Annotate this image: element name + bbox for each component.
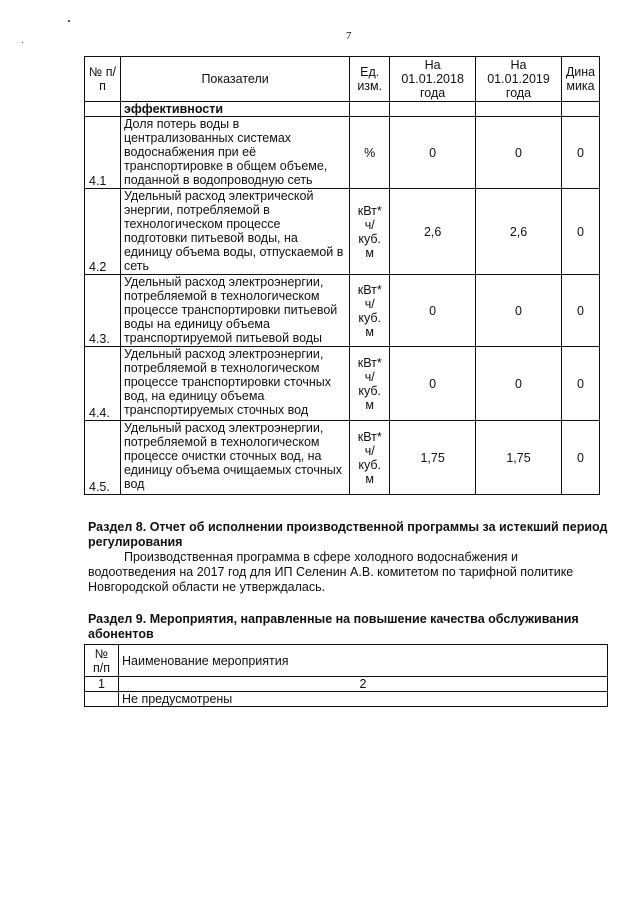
table-header-row <box>85 57 600 102</box>
row-value-2018: 0 <box>390 117 476 189</box>
row-num: 4.5. <box>85 421 121 495</box>
row-value-2019: 1,75 <box>476 421 562 495</box>
section-8 <box>88 520 608 595</box>
row-dynamics: 0 <box>561 347 599 421</box>
col-header-indicator: Показатели <box>120 57 349 102</box>
row-value-2019: 0 <box>476 347 562 421</box>
col-header-num: № п/п <box>85 57 121 102</box>
measures-table <box>84 644 608 707</box>
row-value-2018: 0 <box>390 347 476 421</box>
section-9-title: Раздел 9. Мероприятия, направленные на повышение качества обслуживания абонентов <box>88 612 579 641</box>
table-row <box>85 189 600 275</box>
row-num: 4.1 <box>85 117 121 189</box>
row-measure: Не предусмотрены <box>119 692 608 707</box>
section-9 <box>88 612 608 642</box>
row-dynamics: 0 <box>561 189 599 275</box>
row-dynamics: 0 <box>561 275 599 347</box>
table-row <box>85 117 600 189</box>
row-unit: кВт* ч/ куб. м <box>350 421 390 495</box>
table-row <box>85 347 600 421</box>
row-indicator: Удельный расход электроэнергии, потребляемой в технологическом процессе транспортировки питьевой воды на единицу объема транспортируемой питьевой воды <box>120 275 349 347</box>
row-unit: кВт* ч/ куб. м <box>350 189 390 275</box>
row-indicator: Удельный расход электроэнергии, потребляемой в технологическом процессе транспортировки сточных вод, на единицу объема транспортируемых сточных вод <box>120 347 349 421</box>
table-row <box>85 692 608 707</box>
row-unit: кВт* ч/ куб. м <box>350 347 390 421</box>
row-indicator: Удельный расход электроэнергии, потребляемой в технологическом процессе очистки сточных вод, на единицу объема очищаемых сточных вод <box>120 421 349 495</box>
row-value-2018: 1,75 <box>390 421 476 495</box>
row-unit: кВт* ч/ куб. м <box>350 275 390 347</box>
section-8-title: Раздел 8. Отчет об исполнении производственной программы за истекший период регулирования <box>88 520 608 549</box>
row-num: 4.2 <box>85 189 121 275</box>
subheader-row <box>85 102 600 117</box>
col-header-num: № п/п <box>85 645 119 677</box>
scan-speck <box>22 42 23 43</box>
row-num: 4.4. <box>85 347 121 421</box>
col-header-dynamics: Дина мика <box>561 57 599 102</box>
scan-speck <box>68 20 70 22</box>
row-indicator: Доля потерь воды в централизованных системах водоснабжения при её транспортировке в общем объеме, поданной в водопроводную сеть <box>120 117 349 189</box>
section-8-text: Производственная программа в сфере холодного водоснабжения и водоотведения на 2017 год для ИП Селенин А.В. комитетом по тарифной политике Новгородской области не утверждалась. <box>88 550 574 594</box>
table-row <box>85 677 608 692</box>
page-number: 7 <box>346 30 352 42</box>
table-row <box>85 275 600 347</box>
row-value-2018: 0 <box>390 275 476 347</box>
row-unit: % <box>350 117 390 189</box>
col-header-2019: На 01.01.2019 года <box>476 57 562 102</box>
index-cell-1: 1 <box>85 677 119 692</box>
col-header-unit: Ед. изм. <box>350 57 390 102</box>
row-dynamics: 0 <box>561 117 599 189</box>
row-value-2019: 0 <box>476 117 562 189</box>
row-dynamics: 0 <box>561 421 599 495</box>
row-value-2019: 2,6 <box>476 189 562 275</box>
table-row <box>85 421 600 495</box>
row-value-2018: 2,6 <box>390 189 476 275</box>
indicators-table <box>84 56 600 495</box>
col-header-measure: Наименование мероприятия <box>119 645 608 677</box>
row-num <box>85 692 119 707</box>
row-value-2019: 0 <box>476 275 562 347</box>
col-header-2018: На 01.01.2018 года <box>390 57 476 102</box>
row-indicator: Удельный расход электрической энергии, потребляемой в технологическом процессе подготовки питьевой воды, на единицу объема воды, отпускаемой в сеть <box>120 189 349 275</box>
row-num: 4.3. <box>85 275 121 347</box>
table-header-row <box>85 645 608 677</box>
subheader-label: эффективности <box>120 102 349 117</box>
index-cell-2: 2 <box>119 677 608 692</box>
